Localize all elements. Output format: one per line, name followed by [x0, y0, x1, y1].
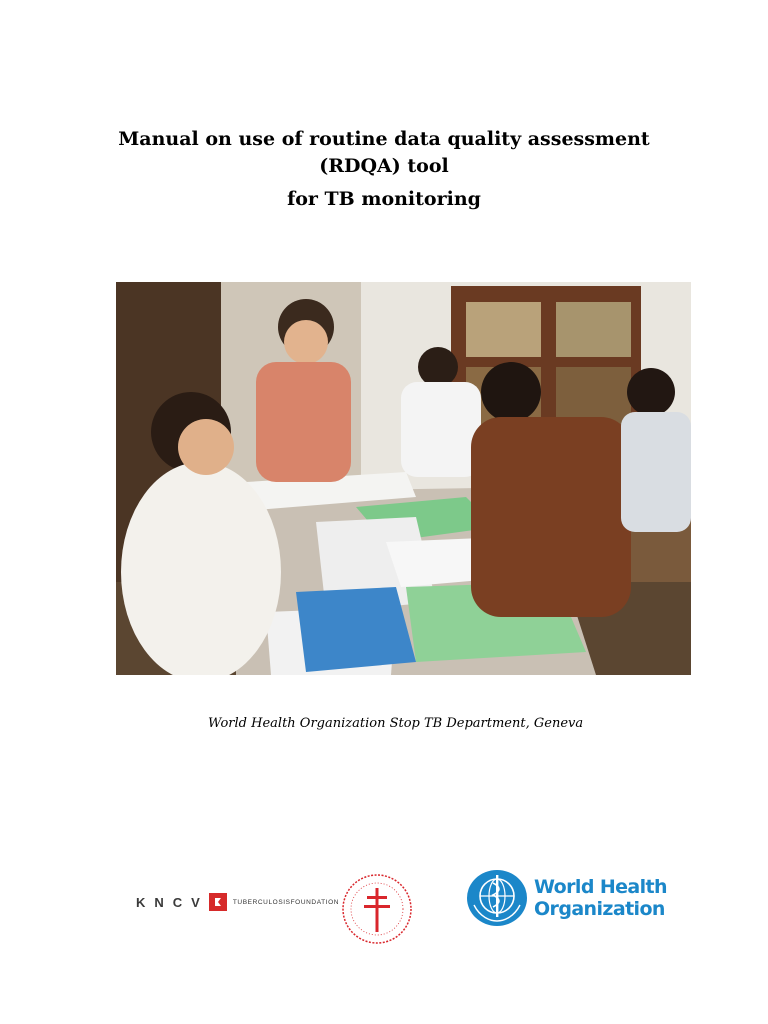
title-line-1: Manual on use of routine data quality assessment — [118, 128, 650, 150]
who-emblem-icon — [466, 869, 528, 927]
union-logo — [340, 872, 414, 946]
document-caption: World Health Organization Stop TB Department, Geneva — [208, 716, 584, 731]
document-title — [0, 126, 768, 213]
meeting-photo — [116, 282, 691, 675]
who-line-2: Organization — [534, 898, 665, 920]
who-logo — [466, 869, 667, 927]
kncv-letters: KNCV — [136, 894, 209, 910]
kncv-logo — [136, 890, 339, 914]
title-line-3: for TB monitoring — [287, 188, 481, 210]
who-line-1: World Health — [534, 876, 667, 898]
kncv-tagline: TUBERCULOSISFOUNDATION — [232, 898, 340, 906]
title-line-2: (RDQA) tool — [319, 155, 449, 177]
kncv-mark-icon — [209, 893, 227, 911]
